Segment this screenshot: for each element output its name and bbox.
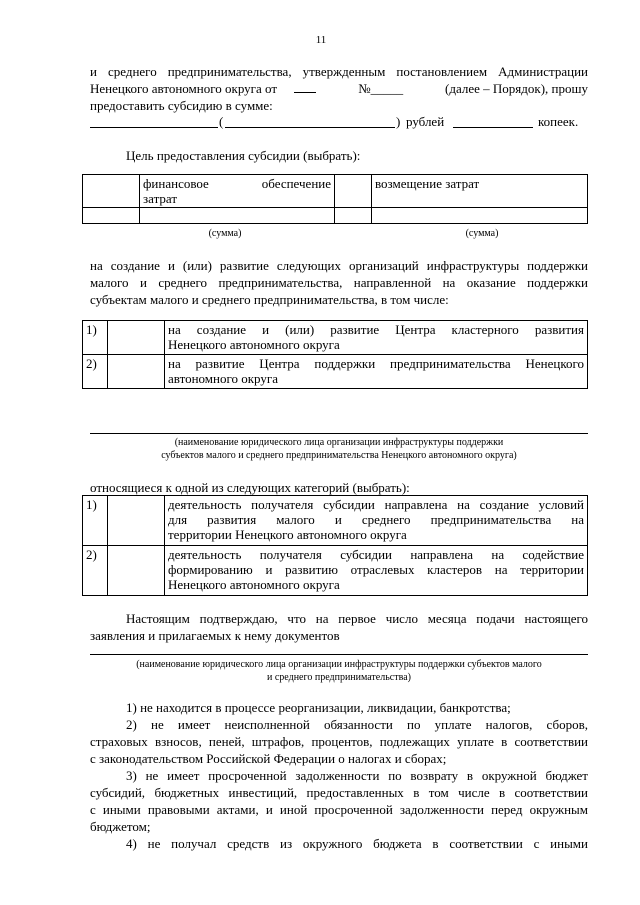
kop-label: копеек. <box>538 114 579 129</box>
goal-sum-field-2[interactable] <box>372 208 588 224</box>
page-number: 11 <box>315 34 327 46</box>
goal-option-1-word-1: финансовое <box>143 176 209 191</box>
category-row-line-2: для развития малого и среднего предпринимательства на <box>168 512 584 527</box>
goal-sum-spacer-2 <box>335 208 372 224</box>
org-name-line-2[interactable] <box>90 654 588 655</box>
item-1: 1) не находится в процессе реорганизации, ликвидации, банкротства; <box>126 700 511 715</box>
sum-label-2: (сумма) <box>465 228 499 239</box>
infra-row-num: 2) <box>83 355 108 389</box>
infra-row-line-2: автономного округа <box>168 371 278 386</box>
intro-line-3: предоставить субсидию в сумме: <box>90 98 273 113</box>
item-2-line-2: страховых взносов, пеней, штрафов, процентов, подлежащих уплате в соответствии <box>90 734 588 749</box>
infra-row-text <box>165 321 588 355</box>
confirm-line-2: заявления и прилагаемых к нему документов <box>90 628 340 643</box>
caption-2-line-2: и среднего предпринимательства) <box>267 672 411 683</box>
category-row-line-3: территории Ненецкого автономного округа <box>168 527 407 542</box>
caption-1-line-1: (наименование юридического лица организации инфраструктуры поддержки <box>174 437 504 448</box>
infra-row-line-1: на развитие Центра поддержки предпринимательства Ненецкого <box>168 356 584 371</box>
amount-digits-blank <box>90 127 218 128</box>
intro-line-2-tail: (далее – Порядок), прошу <box>445 81 588 96</box>
category-row-checkbox[interactable] <box>108 496 165 546</box>
intro-line-1: и среднего предпринимательства, утвержденным постановлением Администрации <box>90 64 588 79</box>
kop-blank <box>453 127 533 128</box>
category-row-line-1: деятельность получателя субсидии направлена на создание условий <box>168 497 584 512</box>
para2-line-3: субъектам малого и среднего предпринимательства, в том числе: <box>90 292 449 307</box>
infra-row-checkbox[interactable] <box>108 355 165 389</box>
category-row-line-2: формированию и развитию отраслевых кластеров на территории <box>168 562 584 577</box>
category-row-num: 2) <box>83 546 108 596</box>
item-3-line-1: 3) не имеет просроченной задолженности по возврату в окружной бюджет <box>126 768 588 783</box>
item-3-line-4: бюджетом; <box>90 819 151 834</box>
infra-row <box>83 355 588 389</box>
goal-checkbox-2[interactable] <box>335 175 372 208</box>
category-row-checkbox[interactable] <box>108 546 165 596</box>
goal-table <box>82 174 588 224</box>
category-row <box>83 546 588 596</box>
category-row-num: 1) <box>83 496 108 546</box>
infra-row-line-1: на создание и (или) развитие Центра кластерного развития <box>168 322 584 337</box>
para2-line-2: малого и среднего предпринимательства, направленной на оказание поддержки <box>90 275 588 290</box>
rub-label: рублей <box>406 114 445 129</box>
caption-1-line-2: субъектов малого и среднего предпринимательства Ненецкого автономного округа) <box>161 450 517 461</box>
category-row-line-3: Ненецкого автономного округа <box>168 577 340 592</box>
goal-sum-field-1[interactable] <box>140 208 335 224</box>
infra-row-checkbox[interactable] <box>108 321 165 355</box>
intro-line-2-text: Ненецкого автономного округа от <box>90 81 278 96</box>
item-3-line-3: с иными правовыми актами, и иной просроченной задолженности перед окружным <box>90 802 588 817</box>
item-4-line-1: 4) не получал средств из окружного бюджета в соответствии с иными <box>126 836 588 851</box>
amount-words-blank <box>225 127 395 128</box>
goal-option-1-word-2: обеспечение <box>261 176 331 191</box>
number-blank: №_____ <box>358 81 404 96</box>
confirm-line-1: Настоящим подтверждаю, что на первое число месяца подачи настоящего <box>126 611 588 626</box>
date-blank <box>294 92 316 93</box>
category-table <box>82 495 588 596</box>
infra-row-line-2: Ненецкого автономного округа <box>168 337 340 352</box>
category-row <box>83 496 588 546</box>
goal-heading: Цель предоставления субсидии (выбрать): <box>126 148 361 163</box>
para2-line-1: на создание и (или) развитие следующих организаций инфраструктуры поддержки <box>90 258 588 273</box>
infra-row-num: 1) <box>83 321 108 355</box>
goal-option-1-line-2: затрат <box>143 191 178 206</box>
intro-line-2 <box>90 81 588 96</box>
goal-option-1 <box>140 175 335 208</box>
org-name-line-1[interactable] <box>90 433 588 434</box>
goal-option-2 <box>372 175 588 208</box>
caption-2-line-1: (наименование юридического лица организации инфраструктуры поддержки субъектов малого <box>136 659 542 670</box>
goal-checkbox-1[interactable] <box>83 175 140 208</box>
item-2-line-3: с законодательством Российской Федерации о налогах и сборах; <box>90 751 447 766</box>
categories-heading: относящиеся к одной из следующих категорий (выбрать): <box>90 480 410 495</box>
category-row-text <box>165 496 588 546</box>
item-2-line-1: 2) не имеет неисполненной обязанности по уплате налогов, сборов, <box>126 717 588 732</box>
goal-sum-spacer-1 <box>83 208 140 224</box>
infra-table <box>82 320 588 389</box>
category-row-text <box>165 546 588 596</box>
paren-open: ( <box>219 114 224 129</box>
item-3-line-2: субсидий, бюджетных инвестиций, предоставленных в том числе в соответствии <box>90 785 588 800</box>
infra-row-text <box>165 355 588 389</box>
sum-label-1: (сумма) <box>208 228 242 239</box>
paren-close: ) <box>396 114 401 129</box>
goal-option-2-text: возмещение затрат <box>375 176 480 191</box>
infra-row <box>83 321 588 355</box>
category-row-line-1: деятельность получателя субсидии направлена на содействие <box>168 547 584 562</box>
